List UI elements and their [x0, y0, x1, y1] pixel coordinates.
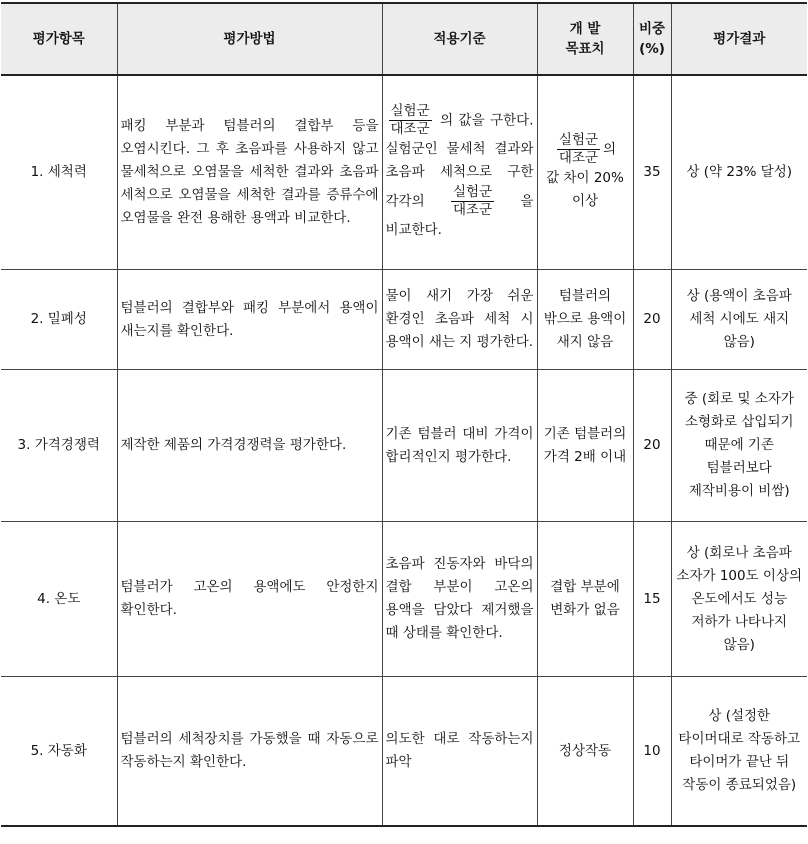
row-target: 결합 부분에 변화가 없음 [537, 522, 633, 677]
row-item: 1. 세척력 [1, 75, 117, 270]
row-result: 상 (용액이 초음파 세척 시에도 새지 않음) [671, 270, 807, 370]
fraction-denominator: 대조군 [390, 121, 430, 137]
target-fraction [557, 132, 600, 167]
target-suffix: 의 [603, 141, 617, 158]
fraction-denominator: 대조군 [452, 202, 493, 218]
row-item: 4. 온도 [1, 522, 117, 677]
row-method: 패킹 부분과 텀블러의 결합부 등을 오염시킨다. 그 후 초음파를 사용하지 않고 물세척으로 오염물을 세척한 결과와 초음파 세척으로 오염물을 세척한 결과를 증류수에 오염물을 완전 용해한 용액과 비교한다. [117, 75, 382, 270]
header-target-line2: 목표치 [565, 41, 605, 57]
row-weight: 35 [633, 75, 671, 270]
criteria-fraction-2 [451, 184, 494, 219]
header-criteria: 적용기준 [382, 3, 537, 75]
row-target: 정상작동 [537, 677, 633, 827]
row-weight: 10 [633, 677, 671, 827]
row-result: 상 (설정한 타이머대로 작동하고 타이머가 끝난 뒤 작동이 종료되었음) [671, 677, 807, 827]
row-criteria: 초음파 진동자와 바닥의 결합 부분이 고온의 용액을 담았다 제거했을 때 상태를 확인한다. [382, 522, 537, 677]
row-target: 기존 텀블러의 가격 2배 이내 [537, 370, 633, 522]
row-weight: 20 [633, 270, 671, 370]
row-item: 3. 가격경쟁력 [1, 370, 117, 522]
row-item: 5. 자동화 [1, 677, 117, 827]
fraction-denominator: 대조군 [558, 150, 599, 166]
fraction-numerator: 실험군 [390, 103, 430, 119]
fraction-numerator: 실험군 [558, 132, 599, 148]
row-weight: 15 [633, 522, 671, 677]
criteria-text-part1: 의 값을 구한다. 실험군인 물세척 결과와 초음파 세척으로 구한 각각의 [385, 112, 534, 210]
criteria-text-part2: 을 비교한다. [385, 193, 534, 238]
row-result: 상 (약 23% 달성) [671, 75, 807, 270]
header-row [1, 3, 807, 75]
row-weight: 20 [633, 370, 671, 522]
row-result: 중 (회로 및 소자가 소형화로 삽입되기 때문에 기존 텀블러보다 제작비용이 비쌈) [671, 370, 807, 522]
header-result: 평가결과 [671, 3, 807, 75]
row-criteria: 의도한 대로 작동하는지 파악 [382, 677, 537, 827]
row-method: 텀블러가 고온의 용액에도 안정한지 확인한다. [117, 522, 382, 677]
row-result: 상 (회로나 초음파 소자가 100도 이상의 온도에서도 성능 저하가 나타나지 않음) [671, 522, 807, 677]
header-item: 평가항목 [1, 3, 117, 75]
criteria-fraction [389, 103, 432, 138]
row-method: 텀블러의 결합부와 패킹 부분에서 용액이 새는지를 확인한다. [117, 270, 382, 370]
table-row [1, 677, 807, 827]
target-rest: 값 차이 20%이상 [546, 170, 624, 209]
row-target [537, 75, 633, 270]
header-weight-line1: 비중 [638, 21, 666, 37]
header-weight [633, 3, 671, 75]
table-row [1, 270, 807, 370]
row-item: 2. 밀폐성 [1, 270, 117, 370]
table-row [1, 370, 807, 522]
fraction-numerator: 실험군 [452, 184, 493, 200]
row-method: 텀블러의 세척장치를 가동했을 때 자동으로 작동하는지 확인한다. [117, 677, 382, 827]
header-method: 평가방법 [117, 3, 382, 75]
header-target-line1: 개 발 [569, 21, 601, 37]
row-criteria [382, 75, 537, 270]
header-weight-line2: (%) [639, 41, 665, 57]
evaluation-table [1, 2, 807, 827]
table-row [1, 522, 807, 677]
row-target: 텀블러의 밖으로 용액이 새지 않음 [537, 270, 633, 370]
table-row [1, 75, 807, 270]
row-criteria: 기존 텀블러 대비 가격이 합리적인지 평가한다. [382, 370, 537, 522]
row-criteria: 물이 새기 가장 쉬운 환경인 초음파 세척 시 용액이 새는 지 평가한다. [382, 270, 537, 370]
row-method: 제작한 제품의 가격경쟁력을 평가한다. [117, 370, 382, 522]
header-target [537, 3, 633, 75]
